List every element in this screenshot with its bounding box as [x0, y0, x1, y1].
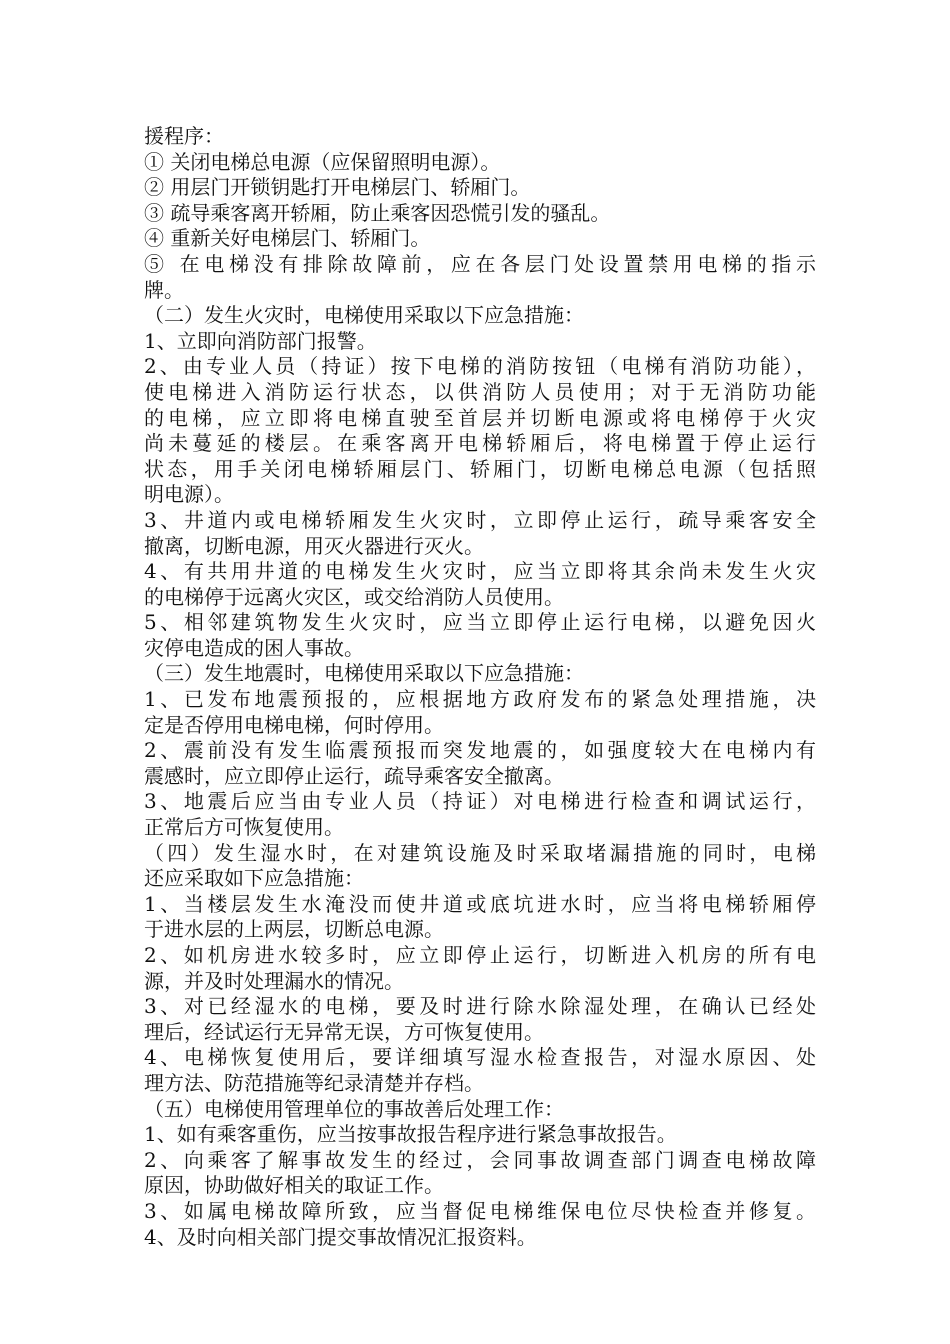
text-line: 源，并及时处理漏水的情况。: [144, 968, 404, 993]
text-line: 撤离，切断电源，用灭火器进行灭火。: [144, 533, 484, 558]
text-line: 还应采取如下应急措施：: [144, 866, 364, 891]
text-line: 4、及时向相关部门提交事故情况汇报资料。: [144, 1224, 537, 1249]
text-line: ① 关闭电梯总电源（应保留照明电源）。: [144, 149, 501, 174]
text-line: 定是否停用电梯电梯，何时停用。: [144, 712, 444, 737]
text-line: 3、对已经湿水的电梯，要及时进行除水除湿处理，在确认已经处: [144, 994, 816, 1019]
text-line: 于进水层的上两层，切断总电源。: [144, 917, 444, 942]
text-line: 2、如机房进水较多时，应立即停止运行，切断进入机房的所有电: [144, 943, 816, 967]
text-line: 牌。: [144, 277, 184, 302]
text-line: 2、由专业人员（持证）按下电梯的消防按钮（电梯有消防功能），: [144, 354, 816, 379]
text-line: ③ 疏导乘客离开轿厢，防止乘客因恐慌引发的骚乱。: [144, 200, 611, 225]
text-line: 3、如属电梯故障所致，应当督促电梯维保电位尽快检查并修复。: [144, 1198, 816, 1223]
text-line: 1、立即向消防部门报警。: [144, 328, 377, 353]
text-line: 使电梯进入消防运行状态，以供消防人员使用；对于无消防功能: [144, 379, 816, 404]
text-line: 3、井道内或电梯轿厢发生火灾时，立即停止运行，疏导乘客安全: [144, 507, 816, 532]
text-line: （四）发生湿水时，在对建筑设施及时采取堵漏措施的同时，电梯: [144, 840, 816, 865]
text-line: 理后，经试运行无异常无误，方可恢复使用。: [144, 1019, 544, 1044]
text-line: 明电源）。: [144, 482, 234, 507]
text-line: 4、电梯恢复使用后，要详细填写湿水检查报告，对湿水原因、处: [144, 1045, 816, 1070]
text-line: 1、如有乘客重伤，应当按事故报告程序进行紧急事故报告。: [144, 1122, 677, 1147]
text-line: 尚未蔓延的楼层。在乘客离开电梯轿厢后，将电梯置于停止运行: [144, 431, 816, 456]
text-line: 1、当楼层发生水淹没而使井道或底坑进水时，应当将电梯轿厢停: [144, 891, 816, 916]
text-line: 3、地震后应当由专业人员（持证）对电梯进行检查和调试运行，: [144, 789, 816, 814]
text-line: 灾停电造成的困人事故。: [144, 635, 364, 660]
text-line: 理方法、防范措施等纪录清楚并存档。: [144, 1070, 484, 1095]
text-line: 正常后方可恢复使用。: [144, 815, 344, 840]
text-line: 状态，用手关闭电梯轿厢层门、轿厢门，切断电梯总电源（包括照: [144, 456, 816, 481]
text-line: 4、有共用井道的电梯发生火灾时，应当立即将其余尚未发生火灾: [144, 559, 816, 584]
text-line: 援程序：: [144, 124, 224, 148]
text-line: 的电梯，应立即将电梯直驶至首层并切断电源或将电梯停于火灾: [144, 405, 816, 430]
text-line: 震感时，应立即停止运行，疏导乘客安全撤离。: [144, 763, 564, 788]
text-line: 的电梯停于远离火灾区，或交给消防人员使用。: [144, 584, 564, 609]
text-line: ⑤ 在电梯没有排除故障前，应在各层门处设置禁用电梯的指示: [144, 251, 816, 276]
text-line: （三）发生地震时，电梯使用采取以下应急措施：: [144, 661, 584, 686]
document-page: [144, 124, 816, 1250]
text-line: （五）电梯使用管理单位的事故善后处理工作：: [144, 1096, 564, 1121]
text-line: ② 用层门开锁钥匙打开电梯层门、轿厢门。: [144, 175, 531, 200]
text-line: ④ 重新关好电梯层门、轿厢门。: [144, 226, 431, 251]
text-line: 1、已发布地震预报的，应根据地方政府发布的紧急处理措施，决: [144, 687, 816, 712]
text-line: （二）发生火灾时，电梯使用采取以下应急措施：: [144, 303, 584, 328]
text-line: 2、向乘客了解事故发生的经过，会同事故调查部门调查电梯故障: [144, 1147, 816, 1172]
text-line: 2、震前没有发生临震预报而突发地震的，如强度较大在电梯内有: [144, 738, 816, 763]
text-line: 原因，协助做好相关的取证工作。: [144, 1173, 444, 1198]
text-line: 5、相邻建筑物发生火灾时，应当立即停止运行电梯，以避免因火: [144, 610, 816, 635]
